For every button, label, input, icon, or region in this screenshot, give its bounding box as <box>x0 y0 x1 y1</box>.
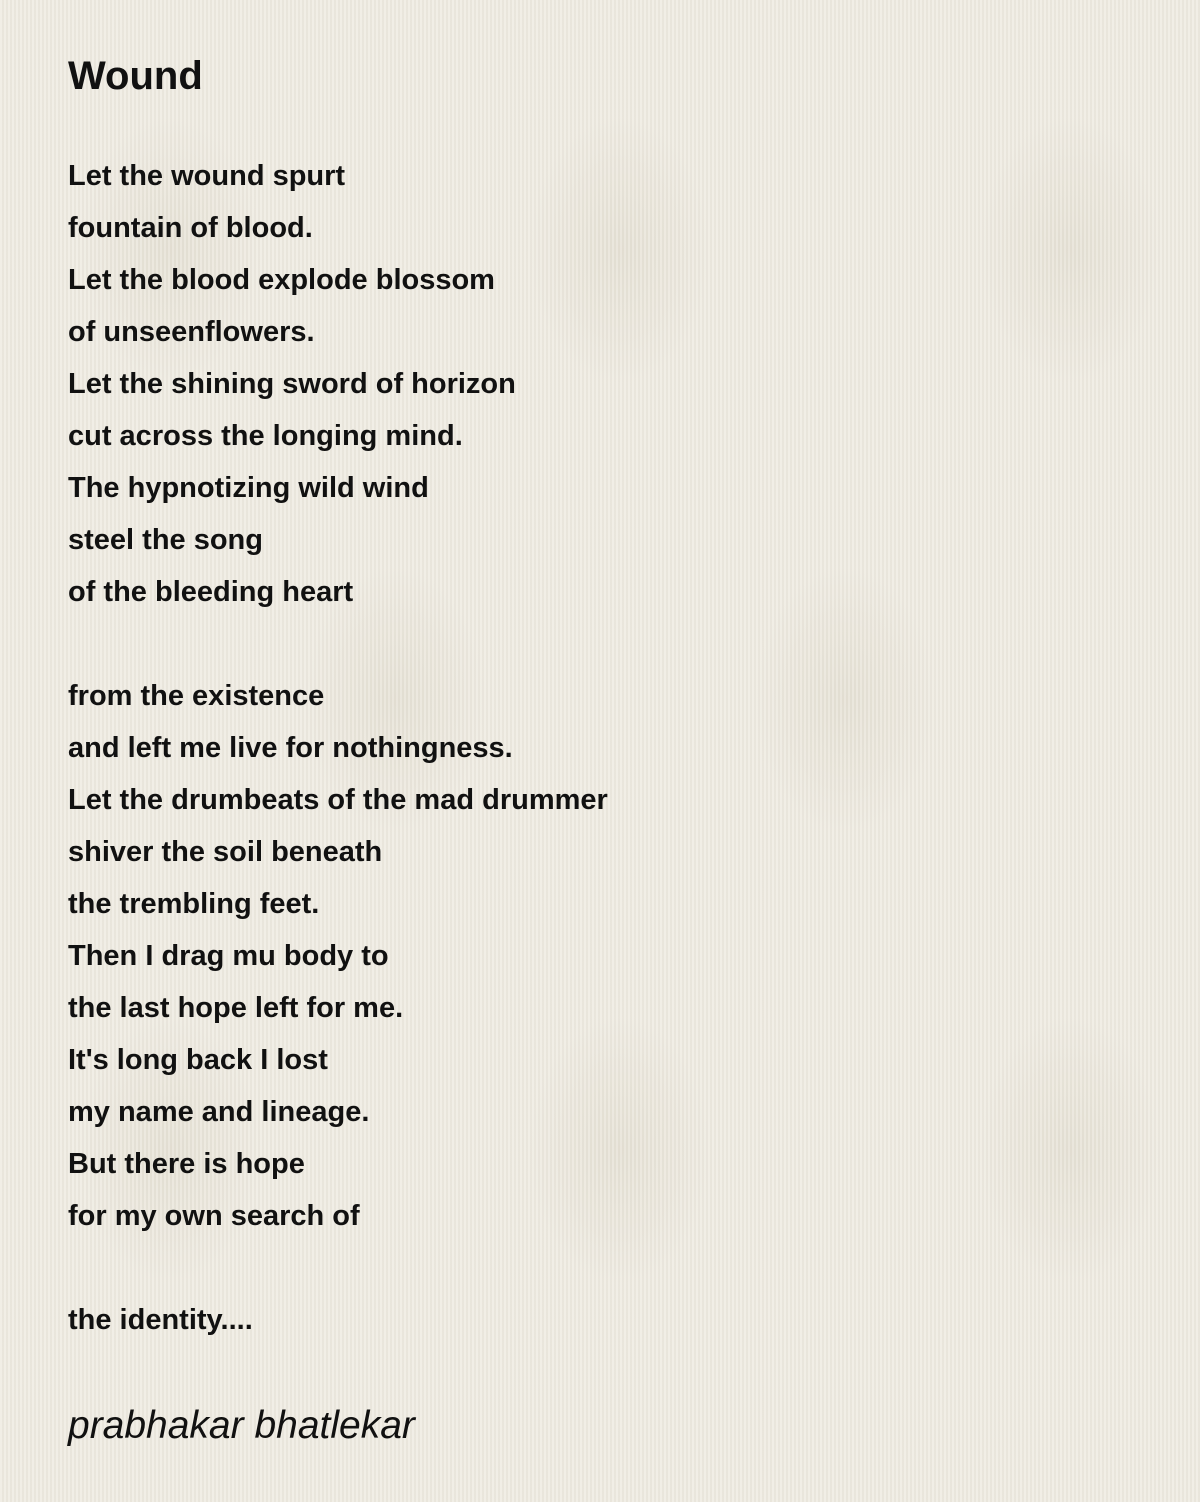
poem-body <box>68 150 1118 1346</box>
poem-line: steel the song <box>68 524 263 556</box>
poem-line: for my own search of <box>68 1200 360 1232</box>
poem-line: the last hope left for me. <box>68 992 404 1024</box>
poem-line: of unseenflowers. <box>68 316 315 348</box>
stanza-1 <box>68 150 1118 618</box>
poem-line: of the bleeding heart <box>68 576 354 608</box>
stanza-2 <box>68 670 1118 1242</box>
poem-title: Wound <box>68 54 203 98</box>
poem-line: from the existence <box>68 680 325 712</box>
stanza-3 <box>68 1294 1118 1346</box>
stanza-gap <box>68 1242 1118 1294</box>
poem-line: Let the wound spurt <box>68 160 346 192</box>
poem-line: shiver the soil beneath <box>68 836 383 868</box>
poem-line: Let the drumbeats of the mad drummer <box>68 784 608 816</box>
poem-line: Let the shining sword of horizon <box>68 368 516 400</box>
poem-line: It's long back I lost <box>68 1044 328 1076</box>
poem-author: prabhakar bhatlekar <box>68 1404 415 1447</box>
poem-line: my name and lineage. <box>68 1096 370 1128</box>
poem-line: and left me live for nothingness. <box>68 732 513 764</box>
poem-line: Let the blood explode blossom <box>68 264 495 296</box>
poem-line: The hypnotizing wild wind <box>68 472 429 504</box>
poem-line: But there is hope <box>68 1148 305 1180</box>
poem-line: Then I drag mu body to <box>68 940 389 972</box>
poem-line: the identity.... <box>68 1304 253 1336</box>
stanza-gap <box>68 618 1118 670</box>
poem-line: fountain of blood. <box>68 212 313 244</box>
poem-line: cut across the longing mind. <box>68 420 463 452</box>
poem-line: the trembling feet. <box>68 888 320 920</box>
